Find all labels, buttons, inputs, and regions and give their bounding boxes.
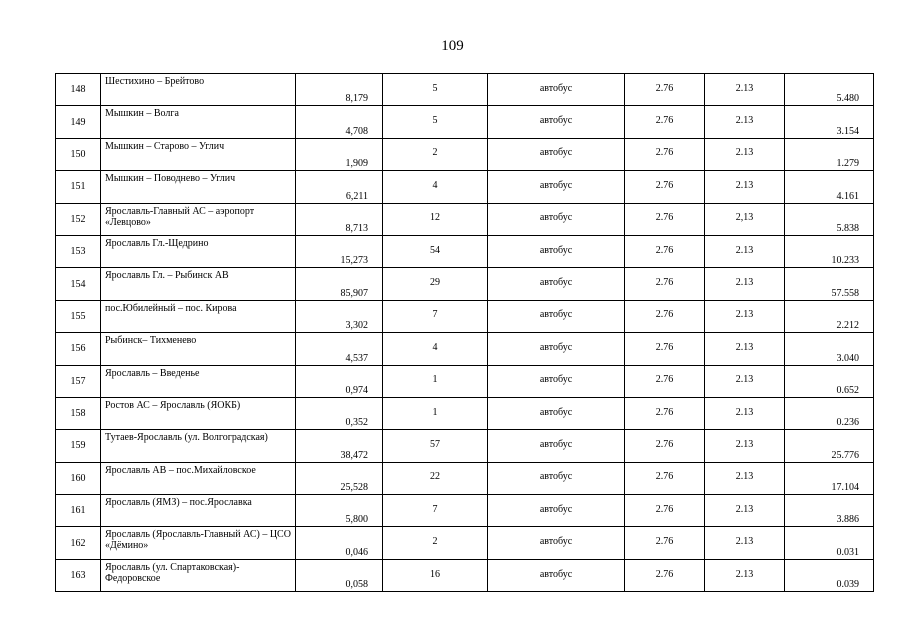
trip-count: 2 bbox=[383, 138, 488, 170]
coefficient-a: 2.76 bbox=[625, 235, 705, 267]
coefficient-b: 2.13 bbox=[705, 559, 785, 591]
coefficient-a: 2.76 bbox=[625, 333, 705, 365]
coefficient-b: 2.13 bbox=[705, 397, 785, 429]
table-row bbox=[56, 74, 874, 106]
coefficient-a: 2.76 bbox=[625, 462, 705, 494]
vehicle-type: автобус bbox=[488, 300, 625, 332]
table-row bbox=[56, 397, 874, 429]
route-number: 156 bbox=[56, 333, 101, 365]
vehicle-type: автобус bbox=[488, 106, 625, 138]
routes-table bbox=[55, 73, 874, 592]
vehicle-type: автобус bbox=[488, 462, 625, 494]
route-name: Мышкин – Старово – Углич bbox=[101, 138, 296, 170]
trip-count: 1 bbox=[383, 365, 488, 397]
route-number: 161 bbox=[56, 495, 101, 527]
coefficient-b: 2.13 bbox=[705, 171, 785, 203]
route-name: Ярославль (ул. Спартаковская)-Федоровское bbox=[101, 559, 296, 591]
trip-count: 29 bbox=[383, 268, 488, 300]
table-row bbox=[56, 430, 874, 462]
table-row bbox=[56, 365, 874, 397]
route-total: 0.039 bbox=[785, 559, 874, 591]
coefficient-a: 2.76 bbox=[625, 559, 705, 591]
route-total: 3.154 bbox=[785, 106, 874, 138]
coefficient-a: 2.76 bbox=[625, 268, 705, 300]
table-row bbox=[56, 268, 874, 300]
table-row bbox=[56, 235, 874, 267]
vehicle-type: автобус bbox=[488, 527, 625, 559]
route-total: 10.233 bbox=[785, 235, 874, 267]
route-name: Ярославль (Ярославль-Главный АС) – ЦСО «Дёмино» bbox=[101, 527, 296, 559]
route-name: Ярославль-Главный АС – аэропорт «Левцово» bbox=[101, 203, 296, 235]
coefficient-a: 2.76 bbox=[625, 203, 705, 235]
route-distance: 0,974 bbox=[296, 365, 383, 397]
route-name: Тутаев-Ярославль (ул. Волгоградская) bbox=[101, 430, 296, 462]
trip-count: 16 bbox=[383, 559, 488, 591]
route-number: 163 bbox=[56, 559, 101, 591]
coefficient-a: 2.76 bbox=[625, 106, 705, 138]
route-distance: 25,528 bbox=[296, 462, 383, 494]
route-total: 5.838 bbox=[785, 203, 874, 235]
route-number: 154 bbox=[56, 268, 101, 300]
route-name: пос.Юбилейный – пос. Кирова bbox=[101, 300, 296, 332]
trip-count: 57 bbox=[383, 430, 488, 462]
coefficient-b: 2.13 bbox=[705, 462, 785, 494]
route-name: Мышкин – Поводнево – Углич bbox=[101, 171, 296, 203]
trip-count: 7 bbox=[383, 300, 488, 332]
trip-count: 54 bbox=[383, 235, 488, 267]
route-distance: 1,909 bbox=[296, 138, 383, 170]
vehicle-type: автобус bbox=[488, 559, 625, 591]
route-number: 158 bbox=[56, 397, 101, 429]
coefficient-b: 2.13 bbox=[705, 268, 785, 300]
route-name: Ярославль АВ – пос.Михайловское bbox=[101, 462, 296, 494]
route-name: Ярославль – Введенье bbox=[101, 365, 296, 397]
vehicle-type: автобус bbox=[488, 430, 625, 462]
coefficient-a: 2.76 bbox=[625, 527, 705, 559]
route-total: 2.212 bbox=[785, 300, 874, 332]
route-distance: 8,179 bbox=[296, 74, 383, 106]
vehicle-type: автобус bbox=[488, 397, 625, 429]
trip-count: 5 bbox=[383, 74, 488, 106]
trip-count: 22 bbox=[383, 462, 488, 494]
route-distance: 0,046 bbox=[296, 527, 383, 559]
route-number: 155 bbox=[56, 300, 101, 332]
route-total: 0.236 bbox=[785, 397, 874, 429]
trip-count: 1 bbox=[383, 397, 488, 429]
route-distance: 4,708 bbox=[296, 106, 383, 138]
route-number: 157 bbox=[56, 365, 101, 397]
trip-count: 5 bbox=[383, 106, 488, 138]
table-row bbox=[56, 106, 874, 138]
route-name: Рыбинск– Тихменево bbox=[101, 333, 296, 365]
trip-count: 4 bbox=[383, 171, 488, 203]
route-name: Ярославль Гл.-Щедрино bbox=[101, 235, 296, 267]
route-total: 25.776 bbox=[785, 430, 874, 462]
route-number: 153 bbox=[56, 235, 101, 267]
route-name: Ярославль Гл. – Рыбинск АВ bbox=[101, 268, 296, 300]
route-name: Ярославль (ЯМЗ) – пос.Ярославка bbox=[101, 495, 296, 527]
coefficient-a: 2.76 bbox=[625, 171, 705, 203]
route-total: 0.031 bbox=[785, 527, 874, 559]
coefficient-b: 2,13 bbox=[705, 203, 785, 235]
coefficient-b: 2.13 bbox=[705, 300, 785, 332]
route-distance: 4,537 bbox=[296, 333, 383, 365]
coefficient-b: 2.13 bbox=[705, 333, 785, 365]
route-number: 162 bbox=[56, 527, 101, 559]
route-distance: 85,907 bbox=[296, 268, 383, 300]
coefficient-a: 2.76 bbox=[625, 430, 705, 462]
route-total: 1.279 bbox=[785, 138, 874, 170]
route-number: 160 bbox=[56, 462, 101, 494]
table-row bbox=[56, 171, 874, 203]
coefficient-a: 2.76 bbox=[625, 397, 705, 429]
route-number: 159 bbox=[56, 430, 101, 462]
coefficient-a: 2.76 bbox=[625, 365, 705, 397]
vehicle-type: автобус bbox=[488, 495, 625, 527]
coefficient-b: 2.13 bbox=[705, 106, 785, 138]
vehicle-type: автобус bbox=[488, 171, 625, 203]
route-total: 0.652 bbox=[785, 365, 874, 397]
trip-count: 2 bbox=[383, 527, 488, 559]
coefficient-a: 2.76 bbox=[625, 138, 705, 170]
route-distance: 0,352 bbox=[296, 397, 383, 429]
table-row bbox=[56, 527, 874, 559]
vehicle-type: автобус bbox=[488, 203, 625, 235]
trip-count: 12 bbox=[383, 203, 488, 235]
coefficient-b: 2.13 bbox=[705, 495, 785, 527]
route-distance: 0,058 bbox=[296, 559, 383, 591]
coefficient-b: 2.13 bbox=[705, 365, 785, 397]
route-total: 3.886 bbox=[785, 495, 874, 527]
route-distance: 8,713 bbox=[296, 203, 383, 235]
route-name: Ростов АС – Ярославль (ЯОКБ) bbox=[101, 397, 296, 429]
table-row bbox=[56, 203, 874, 235]
route-total: 17.104 bbox=[785, 462, 874, 494]
page-number: 109 bbox=[441, 38, 464, 54]
vehicle-type: автобус bbox=[488, 235, 625, 267]
vehicle-type: автобус bbox=[488, 365, 625, 397]
table-row bbox=[56, 559, 874, 591]
vehicle-type: автобус bbox=[488, 74, 625, 106]
coefficient-b: 2.13 bbox=[705, 430, 785, 462]
route-distance: 6,211 bbox=[296, 171, 383, 203]
route-number: 152 bbox=[56, 203, 101, 235]
route-total: 57.558 bbox=[785, 268, 874, 300]
vehicle-type: автобус bbox=[488, 138, 625, 170]
route-distance: 5,800 bbox=[296, 495, 383, 527]
route-name: Мышкин – Волга bbox=[101, 106, 296, 138]
coefficient-a: 2.76 bbox=[625, 495, 705, 527]
route-distance: 3,302 bbox=[296, 300, 383, 332]
coefficient-a: 2.76 bbox=[625, 300, 705, 332]
coefficient-b: 2.13 bbox=[705, 138, 785, 170]
table-row bbox=[56, 333, 874, 365]
coefficient-b: 2.13 bbox=[705, 74, 785, 106]
route-number: 150 bbox=[56, 138, 101, 170]
route-distance: 15,273 bbox=[296, 235, 383, 267]
route-distance: 38,472 bbox=[296, 430, 383, 462]
table-row bbox=[56, 495, 874, 527]
table-row bbox=[56, 300, 874, 332]
route-number: 151 bbox=[56, 171, 101, 203]
route-total: 3.040 bbox=[785, 333, 874, 365]
route-total: 5.480 bbox=[785, 74, 874, 106]
coefficient-b: 2.13 bbox=[705, 235, 785, 267]
table-row bbox=[56, 462, 874, 494]
coefficient-a: 2.76 bbox=[625, 74, 705, 106]
table-row bbox=[56, 138, 874, 170]
vehicle-type: автобус bbox=[488, 333, 625, 365]
vehicle-type: автобус bbox=[488, 268, 625, 300]
trip-count: 7 bbox=[383, 495, 488, 527]
trip-count: 4 bbox=[383, 333, 488, 365]
coefficient-b: 2.13 bbox=[705, 527, 785, 559]
route-number: 148 bbox=[56, 74, 101, 106]
route-name: Шестихино – Брейтово bbox=[101, 74, 296, 106]
route-number: 149 bbox=[56, 106, 101, 138]
route-total: 4.161 bbox=[785, 171, 874, 203]
